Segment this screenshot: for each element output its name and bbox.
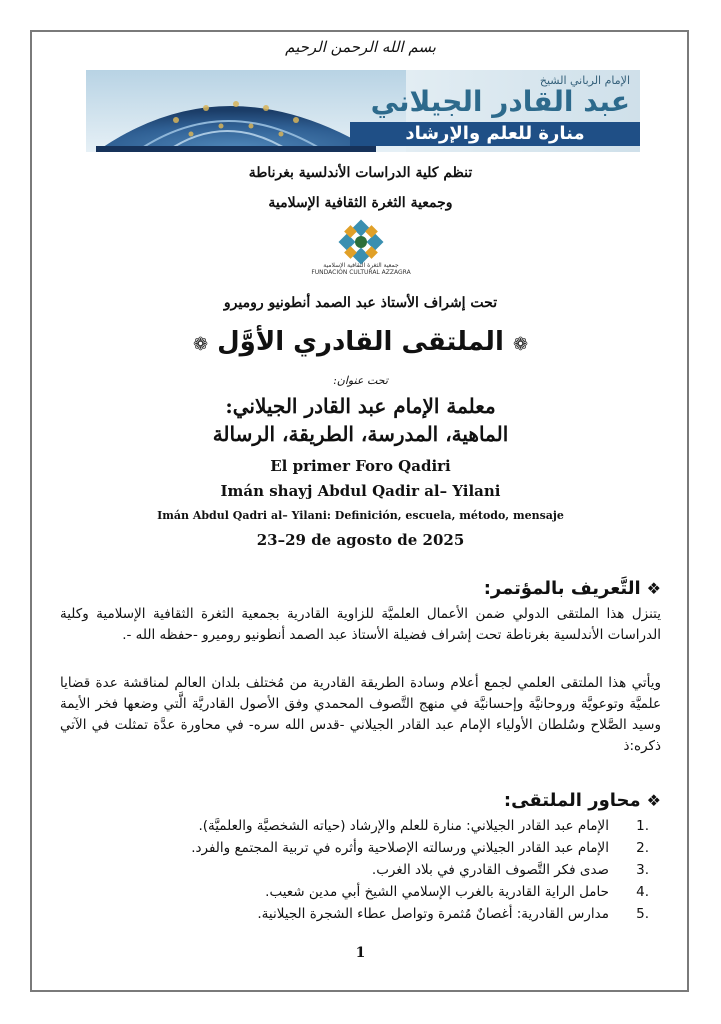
list-item-text: الإمام عبد القادر الجيلاني: منارة للعلم والإرشاد (حياته الشخصيَّة والعلميَّة). <box>198 818 609 834</box>
axes-heading-text: محاور الملتقى: <box>503 790 641 811</box>
spanish-title-line-3: Imán Abdul Qadri al– Yilani: Definición, escuela, método, mensaje <box>157 509 564 522</box>
spanish-title-line-1: El primer Foro Qadiri <box>270 457 451 475</box>
list-item-number: 4. <box>636 884 649 900</box>
diamond-bullet-icon: ❖ <box>646 579 661 598</box>
list-item-text: صدى فكر التَّصوف القادري في بلاد الغرب. <box>371 862 609 878</box>
organizer-line-2: وجمعية الثغرة الثقافية الإسلامية <box>268 195 453 211</box>
list-item-text: الإمام عبد القادر الجيلاني ورسالته الإصلاحية وأثره في تربية المجتمع والفرد. <box>191 840 609 856</box>
intro-heading-text: التَّعريف بالمؤتمر: <box>483 578 641 599</box>
star-ornament-icon: ❁ <box>512 334 529 355</box>
main-title-text: الملتقى القادري الأوَّل <box>217 327 504 357</box>
arabic-title-line-1: معلمة الإمام عبد القادر الجيلاني: <box>225 394 496 418</box>
list-item <box>89 837 649 859</box>
list-item-number: 2. <box>636 840 649 856</box>
list-item <box>89 859 649 881</box>
list-item-number: 1. <box>636 818 649 834</box>
intro-paragraph-2: ويأتي هذا الملتقى العلمي لجمع أعلام وسادة الطريقة القادرية من مُختلف بلدان العالم لمناقشة عدة قضايا علميَّة وتوعويَّة وروحانيَّة وإحسانيَّة في منهج التَّصوف المحمدي وفق الأصول القادريَّة الَّتي وضعها فخر الأيمة وسيد الصَّلاح وسُلطان الأولياء الإمام عبد القادر الجيلاني -قدس الله سره- في محاورة عدَّة تمثلت في الآتي ذكره:ذ <box>60 675 661 754</box>
header-banner <box>86 70 640 152</box>
diamond-bullet-icon: ❖ <box>646 791 661 810</box>
basmala: بسم الله الرحمن الرحيم <box>285 38 436 56</box>
list-item-text: حامل الراية القادرية بالغرب الإسلامي الشيخ أبي مدين شعيب. <box>265 884 609 900</box>
banner-title: عبد القادر الجيلاني <box>370 85 630 118</box>
spanish-title-line-2: Imán shayj Abdul Qadir al– Yilani <box>220 482 501 500</box>
list-item <box>89 815 649 837</box>
axes-heading <box>504 790 661 811</box>
list-item-text: مدارس القادرية: أغصانٌ مُثمرة وتواصل عطاء الشجرة الجيلانية. <box>257 906 609 922</box>
list-item <box>89 881 649 903</box>
banner-subtitle: الإمام الرباني الشيخ <box>539 74 630 87</box>
star-ornament-icon: ❁ <box>192 334 209 355</box>
logo-caption-es: FUNDACION CULTURAL AZZAGRA <box>311 269 411 276</box>
list-item-number: 5. <box>636 906 649 922</box>
subtitle-lead: تحت عنوان: <box>333 374 388 387</box>
arabic-title-line-2: الماهية، المدرسة، الطريقة، الرسالة <box>212 422 509 446</box>
banner-text <box>330 74 630 117</box>
intro-paragraph-1: يتنزل هذا الملتقى الدولي ضمن الأعمال العلميَّة للزاوية القادرية بجمعية الثغرة الثقافية الإسلامية وكلية الدراسات الأندلسية بغرناطة تحت إشراف فضيلة الأستاذ عبد الصمد أنطونيو روميرو -حفظه الله -. <box>60 606 661 643</box>
logo-caption <box>296 262 426 276</box>
banner-strip: منارة للعلم والإرشاد <box>350 122 640 146</box>
supervision-line: تحت إشراف الأستاذ عبد الصمد أنطونيو روميرو <box>223 295 498 311</box>
list-item-number: 3. <box>636 862 649 878</box>
page-number: 1 <box>355 945 366 961</box>
event-dates: 23–29 de agosto de 2025 <box>256 531 465 549</box>
intro-heading <box>484 578 661 599</box>
logo-caption-ar: جمعية الثغرة الثقافية الإسلامية <box>323 262 399 269</box>
organizer-line-1: تنظم كلية الدراسات الأندلسية بغرناطة <box>248 165 473 181</box>
axes-list <box>89 815 649 925</box>
main-title <box>0 327 721 357</box>
list-item <box>89 903 649 925</box>
